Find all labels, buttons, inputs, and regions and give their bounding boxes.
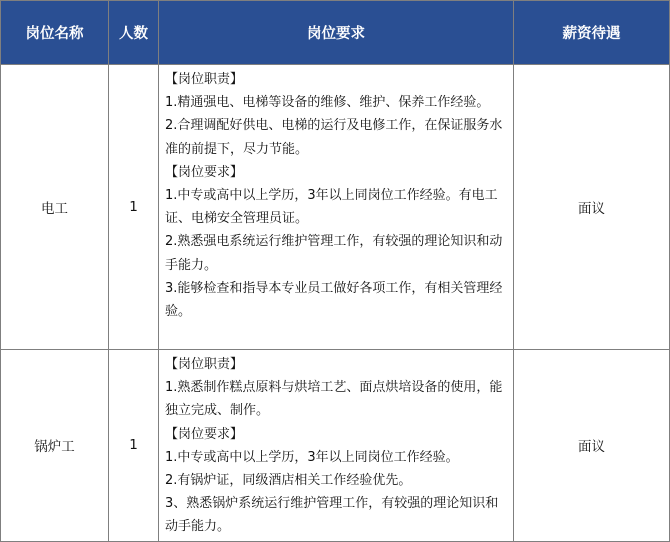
requirement-line: 【岗位要求】: [165, 164, 244, 180]
requirement-line: 2.有锅炉证，同级酒店相关工作经验优先。: [165, 473, 412, 489]
requirement-line: 3.能够检查和指导本专业员工做好各项工作，有相关管理经验。: [165, 280, 503, 320]
requirement-line: 1.中专或高中以上学历，3年以上同岗位工作经验。有电工证、电梯安全管理员证。: [165, 188, 498, 227]
cell-salary: 面议: [514, 350, 670, 542]
requirement-line: 3、熟悉锅炉系统运行维护管理工作，有较强的理论知识和动手能力。: [165, 496, 499, 535]
table-row: [1, 350, 670, 542]
header-requirements: 岗位要求: [159, 1, 514, 65]
header-position: 岗位名称: [1, 1, 109, 65]
requirement-line: 【岗位职责】: [165, 72, 244, 87]
requirement-line: 【岗位职责】: [165, 357, 244, 372]
header-salary: 薪资待遇: [514, 1, 670, 65]
table-row: [1, 65, 670, 350]
requirement-line: 2.合理调配好供电、电梯的运行及电修工作，在保证服务水准的前提下，尽力节能。: [165, 118, 503, 157]
cell-requirements: [159, 350, 514, 542]
cell-count: 1: [109, 65, 159, 350]
table-header: [1, 1, 670, 65]
requirement-line: 1.熟悉制作糕点原料与烘培工艺、面点烘培设备的使用，能独立完成、制作。: [165, 380, 503, 419]
header-row: [1, 1, 670, 65]
cell-position: 电工: [1, 65, 109, 350]
cell-count: 1: [109, 350, 159, 542]
cell-position: 锅炉工: [1, 350, 109, 542]
cell-salary: 面议: [514, 65, 670, 350]
requirement-line: 1.中专或高中以上学历，3年以上同岗位工作经验。: [165, 449, 459, 465]
requirement-line: 2.熟悉强电系统运行维护管理工作，有较强的理论知识和动手能力。: [165, 234, 503, 273]
requirement-line: 1.精通强电、电梯等设备的维修、维护、保养工作经验。: [165, 95, 490, 111]
header-count: 人数: [109, 1, 159, 65]
table-body: [1, 65, 670, 542]
cell-requirements: [159, 65, 514, 350]
requirement-line: 【岗位要求】: [165, 426, 244, 442]
